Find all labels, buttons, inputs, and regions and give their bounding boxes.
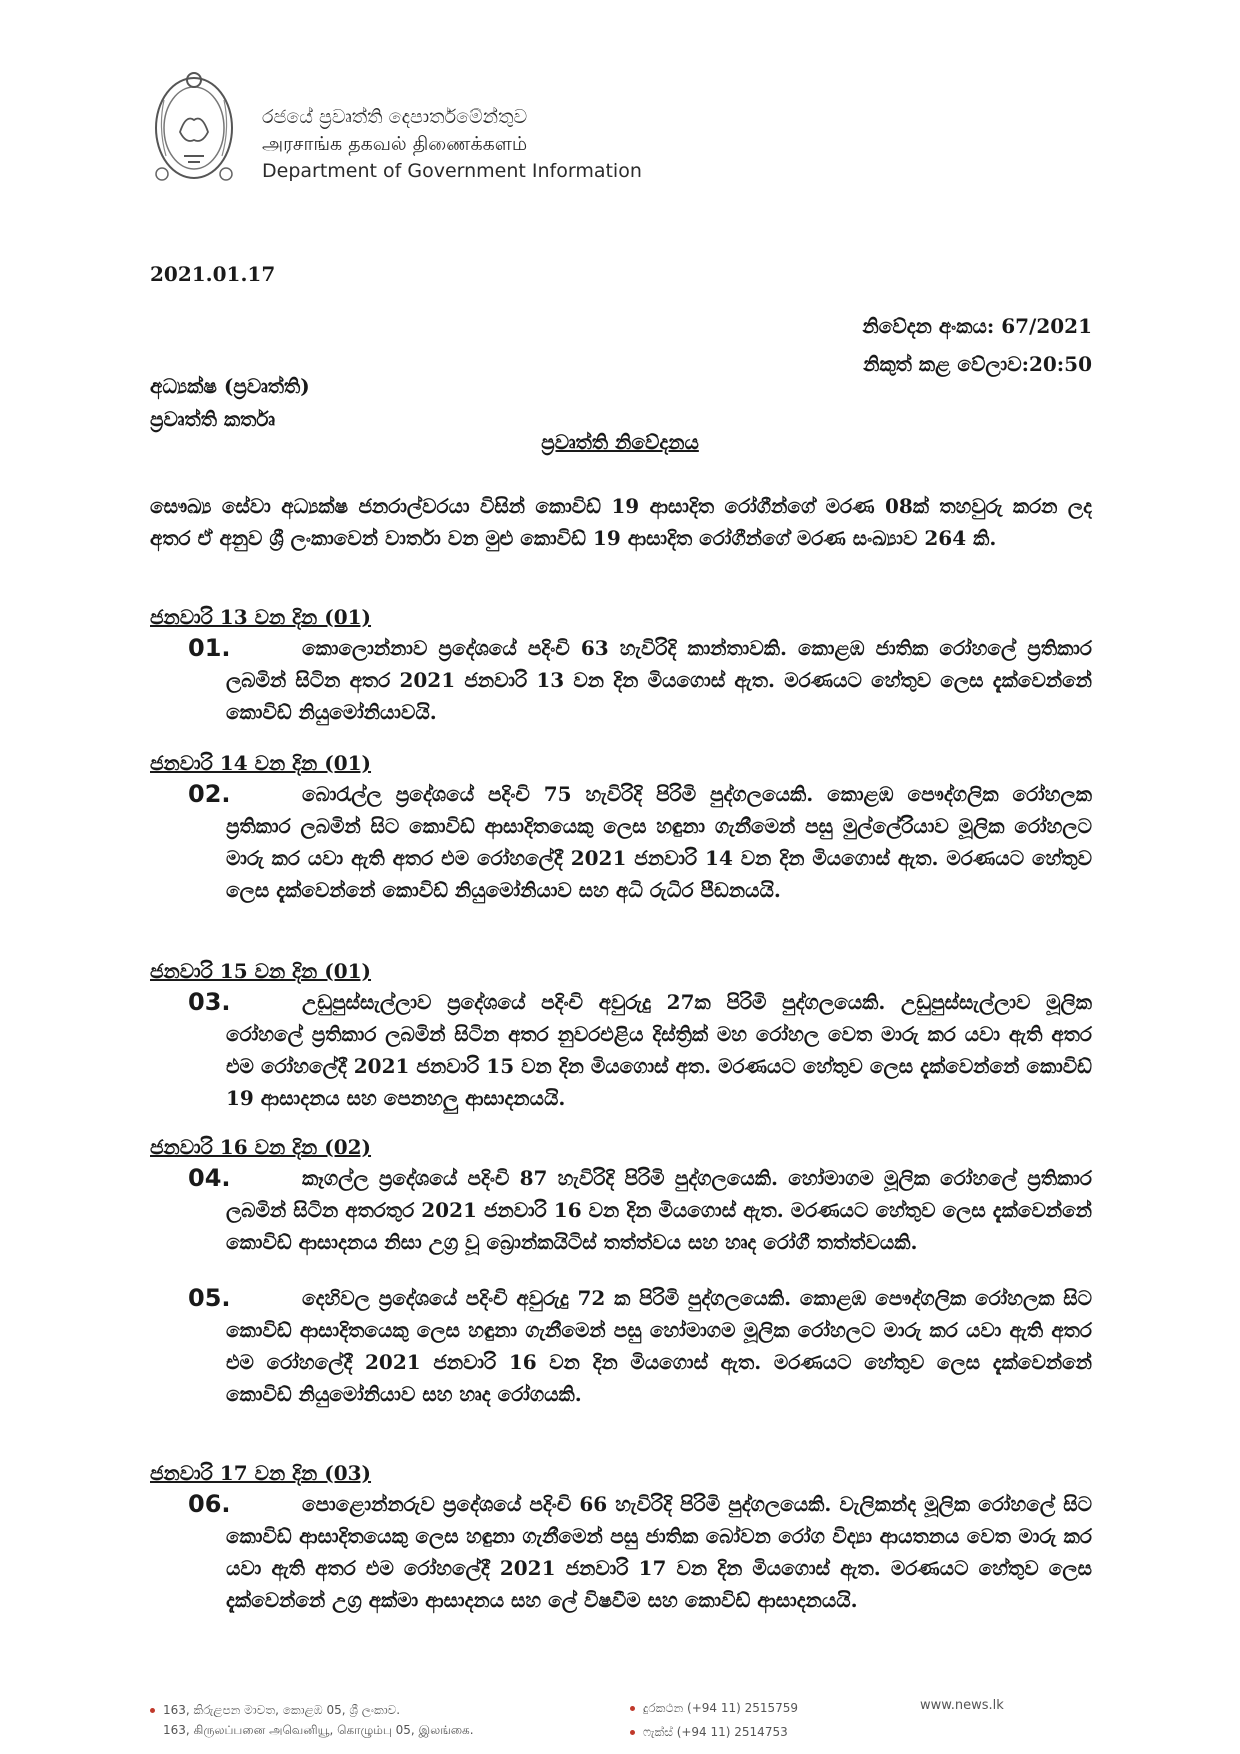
- letterhead: [150, 70, 710, 200]
- section-title: ජනවාරි 13 වන දින (01): [150, 605, 372, 629]
- footer-address: [150, 1700, 474, 1740]
- address-tamil: 163, கிருலப்பனை அவெனியூ, கொழும்பு 05, இலங்கை.: [163, 1723, 474, 1737]
- fax-number: (+94 11) 2514753: [676, 1725, 788, 1739]
- entry-text: උඩුපුස්සැල්ලාව ප්‍රදේශයේ පදිංචි අවුරුදු 27ක පිරිමි පුද්ගලයෙකි. උඩුපුස්සැල්ලාව මූලික රෝහලේ ප්‍රතිකාර ලබමින් සිටින අතර නුවරඑළිය දිස්ත්‍රික් මහ රෝහල වෙත මාරු කර යවා ඇති අතර එම රෝහලේදී 2021 ජනවාරි 15 වන දින මියගොස් අත. මරණයට හේතුව ලෙස දැක්වෙන්නේ කොවිඩ් 19 ආසාදනය සහ පෙනහලු ආසාදනයයි.: [226, 990, 1092, 1110]
- section-jan-14: [150, 750, 1092, 906]
- release-date: 2021.01.17: [150, 262, 276, 286]
- entry-number: 06.: [188, 1490, 231, 1518]
- department-name: [262, 104, 642, 185]
- entry-text: කෑගල්ල ප්‍රදේශයේ පදිංචි 87 හැවිරිදි පිරිමි පුද්ගලයෙකි. හෝමාගම මූලික රෝහලේ ප්‍රතිකාර ලබමින් සිටින අතරතුර 2021 ජනවාරි 16 වන දින මියගොස් ඇත. මරණයට හේතුව ලෙස දැක්වෙන්නේ කොවිඩ් ආසාදනය නිසා උග්‍ර වූ බ්‍රොන්කයිටිස් තත්ත්වය සහ හෘද රෝගී තත්ත්වයකි.: [226, 1166, 1092, 1254]
- entry-text: පොළොන්නරුව ප්‍රදේශයේ පදිංචි 66 හැවිරිදි පිරිමි පුද්ගලයෙකි. වැලිකන්ද මූලික රෝහලේ සිට කොවිඩ් ආසාදිතයෙකු ලෙස හඳුනා ගැනීමෙන් පසු ජාතික බෝවන රෝග විද්‍යා ආයතනය වෙත මාරු කර යවා ඇති අතර එම රෝහලේදී 2021 ජනවාරි 17 වන දින මියගොස් ඇත. මරණයට හේතුව ලෙස දැක්වෙන්නේ උග්‍ර අක්මා ආසාදනය සහ ලේ විෂවීම සහ කොවිඩ් ආසාදනයයි.: [226, 1492, 1092, 1612]
- fax-label: ෆැක්ස්: [643, 1725, 673, 1739]
- entry-number: 02.: [188, 780, 231, 808]
- death-entry: [150, 1488, 1092, 1616]
- entry-number: 05.: [188, 1284, 231, 1312]
- section-jan-16: [150, 1134, 1092, 1410]
- footer-contacts: [630, 1696, 798, 1744]
- section-jan-13: [150, 604, 1092, 728]
- phone-label: දුරකථන: [643, 1701, 684, 1715]
- department-name-sinhala: රජයේ ප්‍රවෘත්ති දෙපාර්තමේන්තුව: [262, 106, 528, 128]
- death-entry: [150, 1162, 1092, 1258]
- intro-paragraph: සෞඛ්‍ය සේවා අධ්‍යක්ෂ ජනරාල්වරයා විසින් කොවිඩ් 19 ආසාදිත රෝගීන්ගේ මරණ 08ක් තහවුරු කරන ලද අතර ඒ අනුව ශ්‍රී ලංකාවෙන් වාර්තා වන මුළු කොවිඩ් 19 ආසාදිත රෝගීන්ගේ මරණ සංඛ්‍යාව 264 කි.: [150, 494, 1092, 550]
- recipient-editor: ප්‍රවෘත්ති කර්තෘ: [150, 407, 276, 431]
- section-jan-15: [150, 958, 1092, 1114]
- recipient-director: අධ්‍යක්ෂ (ප්‍රවෘත්ති): [150, 374, 310, 398]
- death-entry: [150, 1282, 1092, 1410]
- section-title: ජනවාරි 16 වන දින (02): [150, 1135, 372, 1159]
- department-name-tamil: அரசாங்க தகவல் திணைக்களம்: [262, 133, 528, 155]
- death-entry: [150, 778, 1092, 906]
- entry-text: කොලොන්නාව ප්‍රදේශයේ පදිංචි 63 හැවිරිදි කාන්තාවකි. කොළඹ ජාතික රෝහලේ ප්‍රතිකාර ලබමින් සිටින අතර 2021 ජනවාරි 13 වන දින මියගොස් ඇත. මරණයට හේතුව ලෙස දැක්වෙන්නේ කොවිඩ් නියුමෝනියාවයි.: [226, 636, 1092, 724]
- document-heading: ප්‍රවෘත්ති නිවේදනය: [541, 430, 699, 454]
- phone-number: (+94 11) 2515759: [687, 1701, 799, 1715]
- bullet-icon: [630, 1730, 635, 1735]
- entry-number: 01.: [188, 634, 231, 662]
- entry-text: බොරැල්ල ප්‍රදේශයේ පදිංචි 75 හැවිරිදි පිරිමි පුද්ගලයෙකි. කොළඹ පෞද්ගලික රෝහලක ප්‍රතිකාර ලබමින් සිට කොවිඩ් ආසාදිතයෙකු ලෙස හඳුනා ගැනීමෙන් පසු මුල්ලේරියාව මූලික රෝහලට මාරු කර යවා ඇති අතර එම රෝහලේදී 2021 ජනවාරි 14 වන දින මියගොස් ඇත. මරණයට හේතුව ලෙස දැක්වෙන්නේ කොවිඩ් නියුමෝනියාව සහ අධි රුධිර පීඩනයයි.: [226, 782, 1092, 902]
- entry-number: 04.: [188, 1164, 231, 1192]
- death-entry: [150, 632, 1092, 728]
- section-title: ජනවාරි 14 වන දින (01): [150, 751, 372, 775]
- release-reference: [863, 307, 1093, 383]
- entry-text: දෙහිවල ප්‍රදේශයේ පදිංචි අවුරුදු 72 ක පිරිමි පුද්ගලයෙකි. කොළඹ පෞද්ගලික රෝහලක සිට කොවිඩ් ආසාදිතයෙකු ලෙස හඳුනා ගැනීමෙන් පසු හෝමාගම මූලික රෝහලට මාරු කර යවා ඇති අතර එම රෝහලේදී 2021 ජනවාරි 16 වන දින මියගොස් ඇත. මරණයට හේතුව ලෙස දැක්වෙන්නේ කොවිඩ් නියුමෝනියාව සහ හෘද රෝගයකි.: [226, 1286, 1092, 1406]
- section-title: ජනවාරි 17 වන දින (03): [150, 1461, 372, 1485]
- bullet-icon: [630, 1706, 635, 1711]
- bullet-icon: [150, 1708, 155, 1713]
- department-name-english: Department of Government Information: [262, 160, 642, 182]
- release-time: නිකුත් කළ වේලාව:20:50: [863, 352, 1092, 376]
- death-entry: [150, 986, 1092, 1114]
- footer: [0, 1690, 1240, 1754]
- entry-number: 03.: [188, 988, 231, 1016]
- sri-lanka-emblem-icon: [150, 70, 238, 188]
- recipients: [150, 370, 310, 436]
- footer-website: www.news.lk: [920, 1698, 1004, 1713]
- section-jan-17: [150, 1460, 1092, 1616]
- section-title: ජනවාරි 15 වන දින (01): [150, 959, 372, 983]
- release-number: නිවේදන අංකය: 67/2021: [862, 314, 1092, 338]
- address-sinhala: 163, කිරුළපන මාවත, කොළඹ 05, ශ්‍රී ලංකාව.: [163, 1703, 401, 1717]
